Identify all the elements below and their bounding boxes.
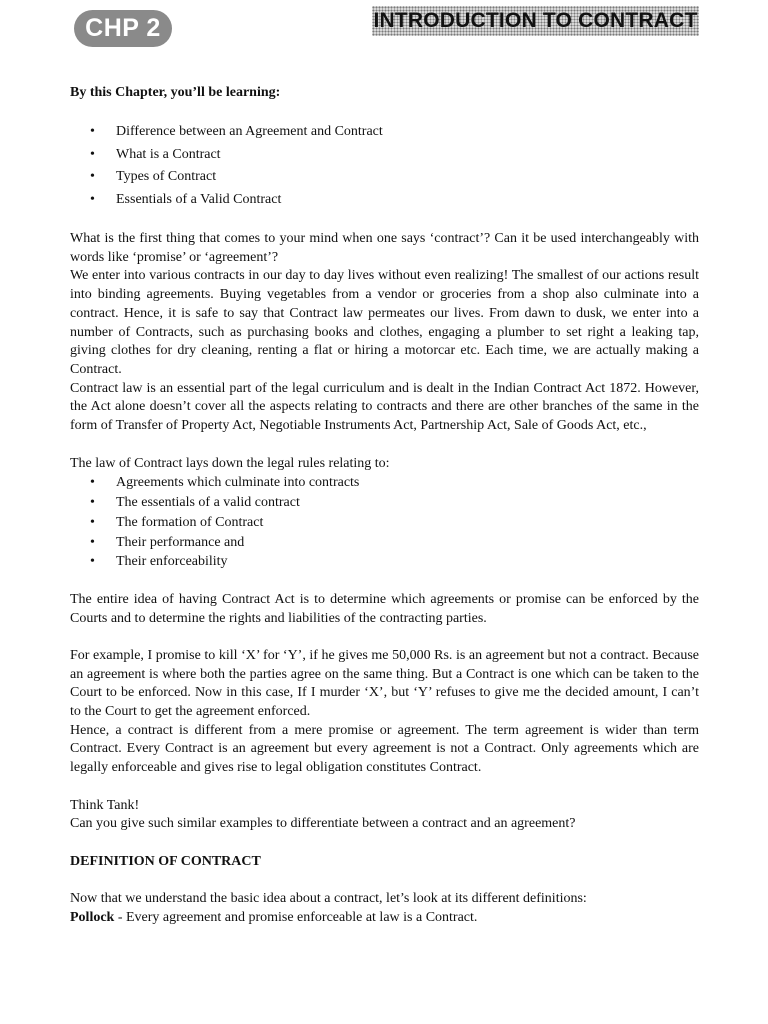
intro-paragraph: Contract law is an essential part of the legal curriculum and is dealt in the Indian Contract Act 1872. However, the Act alone doesn’t cover all the aspects relating to contracts and there are other branches of the same in the form of Transfer of Property Act, Negotiable Instruments Act, Partnership Act, Sale of Goods Act, etc., — [70, 380, 699, 434]
definition-heading: DEFINITION OF CONTRACT — [70, 853, 261, 869]
law-lead: The law of Contract lays down the legal rules relating to: — [70, 455, 390, 471]
intro-paragraph: What is the first thing that comes to your mind when one says ‘contract’? Can it be used interchangeably with words like ‘promise’ or ‘agreement’? — [70, 231, 699, 265]
chapter-title: INTRODUCTION TO CONTRACT — [372, 6, 699, 36]
law-list — [70, 473, 699, 572]
list-item: • The formation of Contract — [70, 513, 699, 533]
think-tank-label: Think Tank! — [70, 797, 140, 813]
list-item: • Types of Contract — [70, 166, 699, 189]
body-paragraph: For example, I promise to kill ‘X’ for ‘Y’, if he gives me 50,000 Rs. is an agreement but not a contract. Because an agreement is where both the parties agree on the same thing. But a Contract is one which can be taken to the Court to be enforced. Now in this case, If I murder ‘X’, but ‘Y’ refuses to give me the decided amount, I can’t to the Court to get the agreement enforced. — [70, 647, 699, 720]
learning-list — [70, 121, 699, 211]
body-paragraph: The entire idea of having Contract Act is to determine which agreements or promise can be enforced by the Courts and to determine the rights and liabilities of the contracting parties. — [70, 591, 699, 626]
list-item: • Agreements which culminate into contracts — [70, 473, 699, 493]
pollock-definition — [70, 909, 699, 928]
list-item: • Difference between an Agreement and Contract — [70, 121, 699, 144]
pollock-name: Pollock — [70, 909, 115, 925]
chapter-badge: CHP 2 — [74, 10, 172, 47]
list-item: • The essentials of a valid contract — [70, 493, 699, 513]
pollock-text: - Every agreement and promise enforceable at law is a Contract. — [114, 909, 478, 925]
think-tank-question: Can you give such similar examples to differentiate between a contract and an agreement? — [70, 816, 576, 832]
definition-lead: Now that we understand the basic idea about a contract, let’s look at its different definitions: — [70, 891, 587, 907]
intro-paragraph: We enter into various contracts in our day to day lives without even realizing! The smallest of our actions result into binding agreements. Buying vegetables from a vendor or groceries from a shop also culminate into a contract. Hence, it is safe to say that Contract law permeates our lives. From dawn to dusk, we enter into a number of Contracts, such as purchasing books and clothes, engaging a plumber to set right a leaking tap, giving clothes for dry cleaning, renting a flat or hiring a motorcar etc. Each time, we are actually making a Contract. — [70, 268, 699, 377]
document-body — [70, 84, 699, 927]
learning-heading: By this Chapter, you’ll be learning: — [70, 85, 281, 100]
body-paragraph: Hence, a contract is different from a mere promise or agreement. The term agreement is wider than term Contract. Every Contract is an agreement but every agreement is not a Contract. Only agreements which are legally enforceable and gives rise to legal obligation constitutes Contract. — [70, 722, 699, 776]
list-item: • What is a Contract — [70, 144, 699, 167]
list-item: • Essentials of a Valid Contract — [70, 189, 699, 212]
list-item: • Their performance and — [70, 533, 699, 553]
list-item: • Their enforceability — [70, 552, 699, 572]
